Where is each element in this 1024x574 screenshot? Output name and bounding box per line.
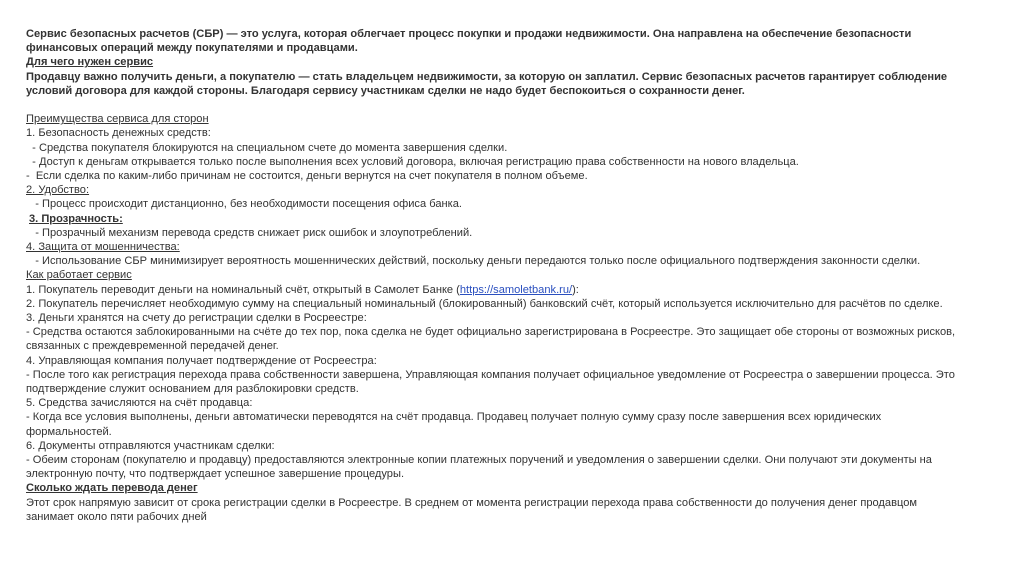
why-line-2: условий договора для каждой стороны. Благодаря сервису участникам сделки не надо будет беспокоиться о сохранности денег. [26, 84, 745, 97]
how-step-5: 5. Средства зачисляются на счёт продавца: [26, 397, 253, 410]
how-step-2: 2. Покупатель перечисляет необходимую сумму на специальный номинальный (блокированный) банковский счёт, который используется исключительно для расчётов по сделке. [26, 297, 943, 310]
how-step-5-detail-1: - Когда все условия выполнены, деньги автоматически переводятся на счёт продавца. Продавец получает полную сумму сразу после завершения всех юридических [26, 411, 882, 424]
how-step-5-detail-2: формальностей. [26, 425, 112, 438]
how-step-3-detail-2: связанных с преждевременной передачей денег. [26, 340, 279, 353]
advantage-1-point-a: - Средства покупателя блокируются на специальном счете до момента завершения сделки. [26, 141, 508, 154]
how-step-1 [26, 283, 1011, 297]
advantage-4-title: 4. Защита от мошенничества: [26, 241, 180, 254]
why-line-1: Продавцу важно получить деньги, а покупателю — стать владельцем недвижимости, за которую он заплатил. Сервис безопасных расчетов гарантирует соблюдение [26, 70, 948, 83]
advantage-2-title: 2. Удобство: [26, 184, 90, 197]
advantage-1-point-c: - Если сделка по каким-либо причинам не состоится, деньги вернутся на счет покупателя в полном объеме. [26, 170, 588, 183]
how-step-6: 6. Документы отправляются участникам сделки: [26, 439, 275, 452]
duration-heading: Сколько ждать перевода денег [26, 482, 198, 495]
how-step-4-detail-1: - После того как регистрация перехода права собственности завершена, Управляющая компания получает официальное уведомление от Росреестра о завершении процесса. Это [26, 368, 955, 381]
why-heading: Для чего нужен сервис [26, 56, 154, 69]
how-step-6-detail-2: электронную почту, что подтверждает успешное завершение процедуры. [26, 468, 405, 481]
advantage-3-point-a: - Прозрачный механизм перевода средств снижает риск ошибок и злоупотреблений. [26, 226, 473, 239]
advantage-3-title: 3. Прозрачность: [29, 212, 123, 225]
duration-line-1: Этот срок напрямую зависит от срока регистрации сделки в Росреестре. В среднем от момента регистрации перехода права собственности до получения денег продавцом [26, 496, 917, 509]
advantage-4-point-a: - Использование СБР минимизирует вероятность мошеннических действий, поскольку деньги передаются только после официального подтверждения законности сделки. [26, 255, 921, 268]
how-step-4-detail-2: подтверждение служит основанием для разблокировки средств. [26, 383, 359, 396]
how-step-6-detail-1: - Обеим сторонам (покупателю и продавцу) предоставляются электронные копии платежных поручений и уведомления о завершении сделки. Они получают эти документы на [26, 454, 932, 467]
how-step-1-text: 1. Покупатель переводит деньги на номинальный счёт, открытый в Самолет Банке ( [26, 283, 460, 296]
how-step-3: 3. Деньги хранятся на счету до регистрации сделки в Росреестре: [26, 312, 367, 325]
document-body [26, 27, 1011, 524]
how-step-1-tail: ): [572, 283, 579, 296]
intro-line-1: Сервис безопасных расчетов (СБР) — это услуга, которая облегчает процесс покупки и продажи недвижимости. Она направлена на обеспечение безопасности [26, 28, 912, 40]
intro-line-2: финансовых операций между покупателями и продавцами. [26, 42, 358, 55]
advantage-1-point-b: - Доступ к деньгам открывается только после выполнения всех условий договора, включая регистрацию права собственности на нового владельца. [26, 155, 799, 168]
samoletbank-link[interactable]: https://samoletbank.ru/ [459, 283, 573, 296]
duration-line-2: занимает около пяти рабочих дней [26, 510, 207, 523]
how-step-4: 4. Управляющая компания получает подтверждение от Росреестра: [26, 354, 377, 367]
how-step-3-detail-1: - Средства остаются заблокированными на счёте до тех пор, пока сделка не будет официально зарегистрирована в Росреестре. Это защищает обе стороны от возможных рисков, [26, 326, 956, 339]
how-heading: Как работает сервис [26, 269, 132, 282]
advantage-1-title: 1. Безопасность денежных средств: [26, 127, 211, 140]
advantages-heading: Преимущества сервиса для сторон [26, 113, 209, 126]
spacer [26, 98, 1011, 112]
advantage-2-point-a: - Процесс происходит дистанционно, без необходимости посещения офиса банка. [26, 198, 462, 211]
